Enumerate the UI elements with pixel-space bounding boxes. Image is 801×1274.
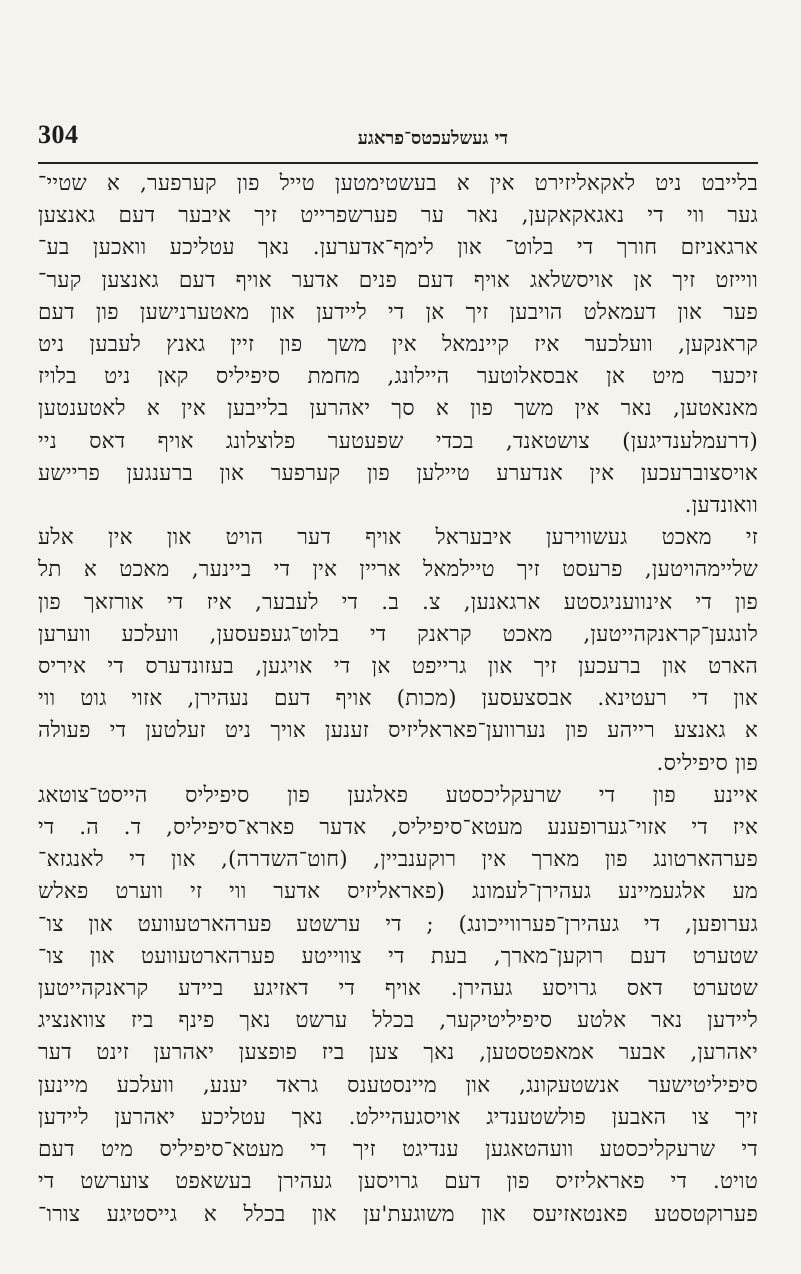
text-line: יאהרען, אבער אמאפטסטען, נאך צען ביז פופצען יאהרען זינט דער <box>38 1040 758 1066</box>
text-line: קראנקען, וועלכער איז קיינמאל אין משך פון זיין גאנץ לעבען ניט <box>38 332 758 358</box>
text-line: א גאנצע רייהע פון נערווען־פאראליזיס זענען אויך ניט זעלטען די פעולה <box>38 718 758 744</box>
text-line: גערופען, די געהירן־פערווייכונג) ; די ערשטע פערהארטעוועט און צו־ <box>38 911 758 937</box>
text-line: מע אלגעמיינע געהירן־לעמונג (פאראליזיס אדער ווי זי ווערט פאלש <box>38 879 758 905</box>
text-line: אויסצוברעכען אין אנדערע טיילען פון קערפער און ברענגען פריישע <box>38 460 758 486</box>
book-page <box>38 118 758 1238</box>
text-line: שטערט דעם רוקען־מארך, בעת די צווייטע פערהארטעוועט און צו־ <box>38 943 758 969</box>
text-line: פון סיפיליס. <box>656 750 758 776</box>
text-line: פון די אינוועניגסטע ארגאנען, צ. ב. די לעבער, איז די אורזאך פון <box>38 589 758 615</box>
text-line: ארגאניזם חורך די בלוט־ און לימף־אדערען. נאך עטליכע וואכען בע־ <box>38 235 758 261</box>
text-line: און די רעטינא. אבסצעסען (מכות) אויף דעם נעהירן, אזוי גוט ווי <box>38 686 758 712</box>
text-line: פער און דעמאלט הויבען זיך אן די ליידען און מאטערנישען פון דעם <box>38 299 758 325</box>
paragraph-1 <box>38 168 758 522</box>
text-line: טויט. די פאראליזיס פון דעם גרויסען געהירן בעשאפט צוערשט די <box>38 1169 758 1195</box>
text-line: לונגען־קראנקהייטען, מאכט קראנק די בלוט־געפעסען, וועלכע ווערען <box>38 621 758 647</box>
text-line: איז די אזוי־גערופענע מעטא־סיפיליס, אדער פארא־סיפיליס, ד. ה. די <box>38 815 758 841</box>
text-line: זי מאכט געשווירען איבעראל אויף דער הויט און אין אלע <box>38 525 758 551</box>
paragraph-3 <box>38 780 758 1231</box>
text-line: וואונדען. <box>684 493 758 519</box>
page-number: 304 <box>38 120 79 149</box>
text-line: די שרעקליכסטע וועהטאגען ענדיגט זיך די מעטא־סיפיליס מיט דעם <box>38 1137 758 1163</box>
text-line: זיכער מיט אן אבסאלוטער היילונג, מחמת סיפיליס קאן ניט בלויז <box>38 364 758 390</box>
running-head: די געשלעכטס־פראגע <box>357 128 508 149</box>
text-line: מאנאטען, נאר אין משך פון א סך יאהרען בלייבען אין א לאטענטען <box>38 396 758 422</box>
text-line: (דרעמלענדיגען) צושטאנד, בכדי שפעטער פלוצלונג אויף דאס ניי <box>38 428 758 454</box>
body-text <box>38 168 758 1231</box>
text-line: זיך צו האבען פולשטענדיג אויסגעהיילט. נאך עטליכע יאהרען ליידען <box>38 1104 758 1130</box>
text-line: איינע פון די שרעקליכסטע פאלגען פון סיפיליס הייסט־צוטאג <box>38 782 758 808</box>
text-line: שטערט דאס גרויסע געהירן. אויף די דאזיגע ביידע קראנקהייטען <box>38 976 758 1002</box>
text-line: גער ווי די נאגאקאקען, נאר ער פערשפרייט זיך איבער דעם גאנצען <box>38 203 758 229</box>
paragraph-2 <box>38 522 758 780</box>
text-line: שליימהויטען, פרעסט זיך טיילמאל אריין אין די ביינער, מאכט א תל <box>38 557 758 583</box>
text-line: ווייזט זיך אן אויסשלאג אויף דעם פנים אדער אויף דעם גאנצען קער־ <box>38 267 758 293</box>
text-line: פערהארטונג פון מארך אין רוקענביין, (חוט־השדרה), און די לאנגזא־ <box>38 847 758 873</box>
text-line: פערוקטסטע פאנטאזיעס און משוגעת'ען און בכלל א גייסטיגע צורו־ <box>38 1201 758 1227</box>
text-line: ליידען נאר אלטע סיפיליטיקער, בכלל ערשט נאך פינף ביז צוואנציג <box>38 1008 758 1034</box>
text-line: בלייבט ניט לאקאליזירט אין א בעשטימטען טייל פון קערפער, א שטיי־ <box>38 171 758 196</box>
page-header <box>38 118 758 164</box>
text-line: הארט און ברעכען זיך און גרייפט אן די אויגען, בעזונדערס די איריס <box>38 654 758 680</box>
text-line: סיפיליטישער אנשטעקונג, און מיינסטענס גראד יענע, וועלכע מיינען <box>38 1072 758 1098</box>
